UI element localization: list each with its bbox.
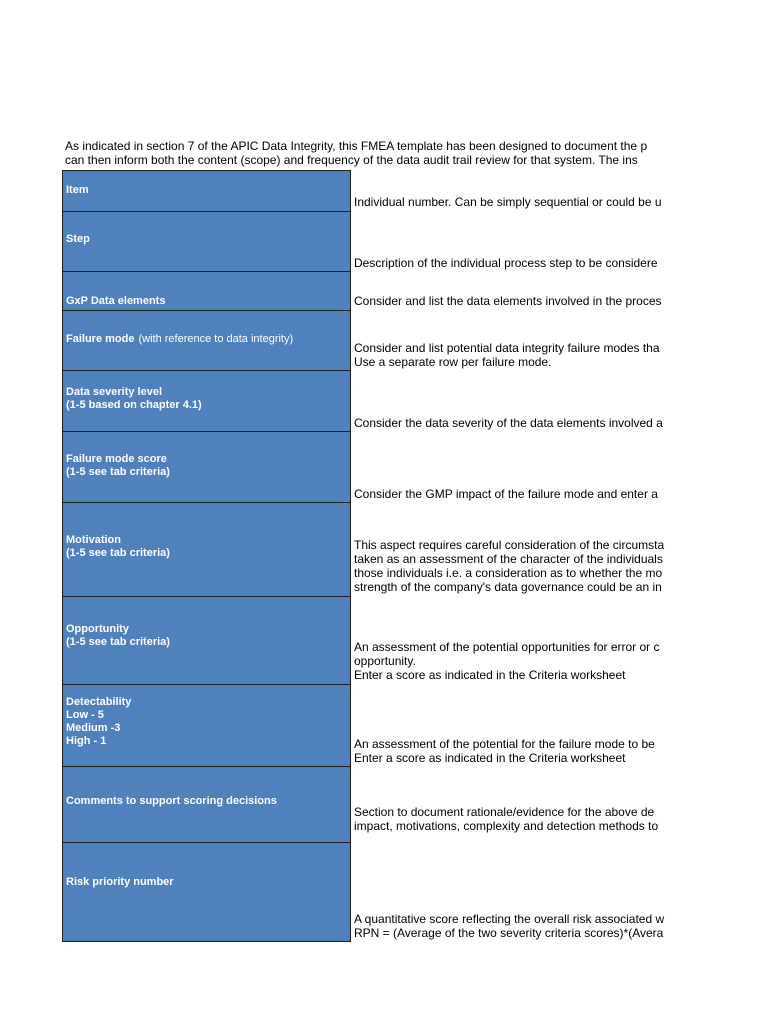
row-description-line: Use a separate row per failure mode. <box>354 355 552 369</box>
row-label-text: Data severity level <box>66 386 163 398</box>
row-description-cell <box>351 371 678 432</box>
row-label-cell <box>62 311 351 371</box>
table-row <box>62 843 678 942</box>
row-label-cell <box>62 503 351 597</box>
table-row <box>62 767 678 843</box>
row-description-line: An assessment of the potential for the failure mode to be <box>354 737 655 751</box>
row-description-cell <box>351 503 678 597</box>
row-description-cell <box>351 170 678 212</box>
intro-text <box>65 139 678 167</box>
row-description-line: This aspect requires careful consideration of the circumsta <box>354 538 665 552</box>
row-description-line: Consider the data severity of the data elements involved a <box>354 416 663 430</box>
table-row <box>62 371 678 432</box>
intro-line-2: can then inform both the content (scope) and frequency of the data audit trail review for that system. The ins <box>65 153 638 167</box>
row-label-cell <box>62 685 351 767</box>
row-description-cell <box>351 685 678 767</box>
row-label-text: GxP Data elements <box>66 295 166 307</box>
table-row <box>62 503 678 597</box>
fmea-definitions-table <box>62 170 678 942</box>
intro-line-1: As indicated in section 7 of the APIC Data Integrity, this FMEA template has been designed to document the p <box>65 139 648 153</box>
row-label-subline: High - 1 <box>66 735 107 747</box>
row-label-cell <box>62 272 351 311</box>
row-label <box>66 623 347 636</box>
row-label <box>66 876 347 889</box>
row-label-subline: (1-5 see tab criteria) <box>66 636 170 648</box>
table-row <box>62 685 678 767</box>
row-label-cell <box>62 432 351 503</box>
row-label-subline: (1-5 see tab criteria) <box>66 547 170 559</box>
row-label-note: (with reference to data integrity) <box>138 333 294 345</box>
row-label <box>66 534 347 547</box>
row-description-line: Enter a score as indicated in the Criteria worksheet <box>354 668 626 682</box>
table-row <box>62 170 678 212</box>
row-label-text: Failure mode score <box>66 453 167 465</box>
table-row <box>62 597 678 685</box>
row-description-cell <box>351 311 678 371</box>
table-row <box>62 212 678 272</box>
row-description-line: those individuals i.e. a consideration as to whether the mo <box>354 566 663 580</box>
row-label <box>66 184 347 197</box>
row-description-line: impact, motivations, complexity and detection methods to <box>354 819 659 833</box>
row-description-cell <box>351 432 678 503</box>
row-label-subline: Low - 5 <box>66 709 104 721</box>
row-label-cell <box>62 170 351 212</box>
row-label <box>66 386 347 399</box>
row-label-text: Risk priority number <box>66 876 174 888</box>
row-description-line: opportunity. <box>354 654 416 668</box>
row-description-cell <box>351 767 678 843</box>
row-description-cell <box>351 212 678 272</box>
row-label <box>66 453 347 466</box>
row-label-cell <box>62 767 351 843</box>
row-description-line: taken as an assessment of the character of the individuals <box>354 552 663 566</box>
row-description-line: Individual number. Can be simply sequential or could be u <box>354 195 662 209</box>
row-description-cell <box>351 843 678 942</box>
row-label-subline: Medium -3 <box>66 722 121 734</box>
row-description-cell <box>351 272 678 311</box>
row-label <box>66 795 347 808</box>
row-description-line: RPN = (Average of the two severity criteria scores)*(Avera <box>354 926 664 940</box>
row-description-line: Description of the individual process step to be considere <box>354 256 658 270</box>
row-label-text: Comments to support scoring decisions <box>66 795 277 807</box>
row-label-text: Item <box>66 184 89 196</box>
row-label-text: Detectability <box>66 696 132 708</box>
row-description-line: A quantitative score reflecting the overall risk associated w <box>354 912 665 926</box>
table-row <box>62 311 678 371</box>
row-description-line: Section to document rationale/evidence for the above de <box>354 805 655 819</box>
row-label <box>66 696 347 709</box>
row-description-line: Consider and list potential data integrity failure modes tha <box>354 341 660 355</box>
row-label <box>66 333 347 346</box>
row-label <box>66 295 347 308</box>
row-description-line: An assessment of the potential opportunities for error or c <box>354 640 660 654</box>
row-label-text: Motivation <box>66 534 121 546</box>
row-description-line: Consider the GMP impact of the failure mode and enter a <box>354 487 658 501</box>
row-description-line: Enter a score as indicated in the Criteria worksheet <box>354 751 626 765</box>
row-label-text: Step <box>66 233 90 245</box>
row-label-text: Opportunity <box>66 623 129 635</box>
row-description-line: strength of the company's data governance could be an in <box>354 580 662 594</box>
row-label-subline: (1-5 based on chapter 4.1) <box>66 399 202 411</box>
row-label-cell <box>62 371 351 432</box>
row-label-cell <box>62 212 351 272</box>
row-label-subline: (1-5 see tab criteria) <box>66 466 170 478</box>
row-label-text: Failure mode <box>66 333 135 345</box>
row-description-line: Consider and list the data elements involved in the proces <box>354 294 662 308</box>
row-label <box>66 233 347 246</box>
table-row <box>62 432 678 503</box>
row-label-cell <box>62 597 351 685</box>
table-row <box>62 272 678 311</box>
row-label-cell <box>62 843 351 942</box>
row-description-cell <box>351 597 678 685</box>
